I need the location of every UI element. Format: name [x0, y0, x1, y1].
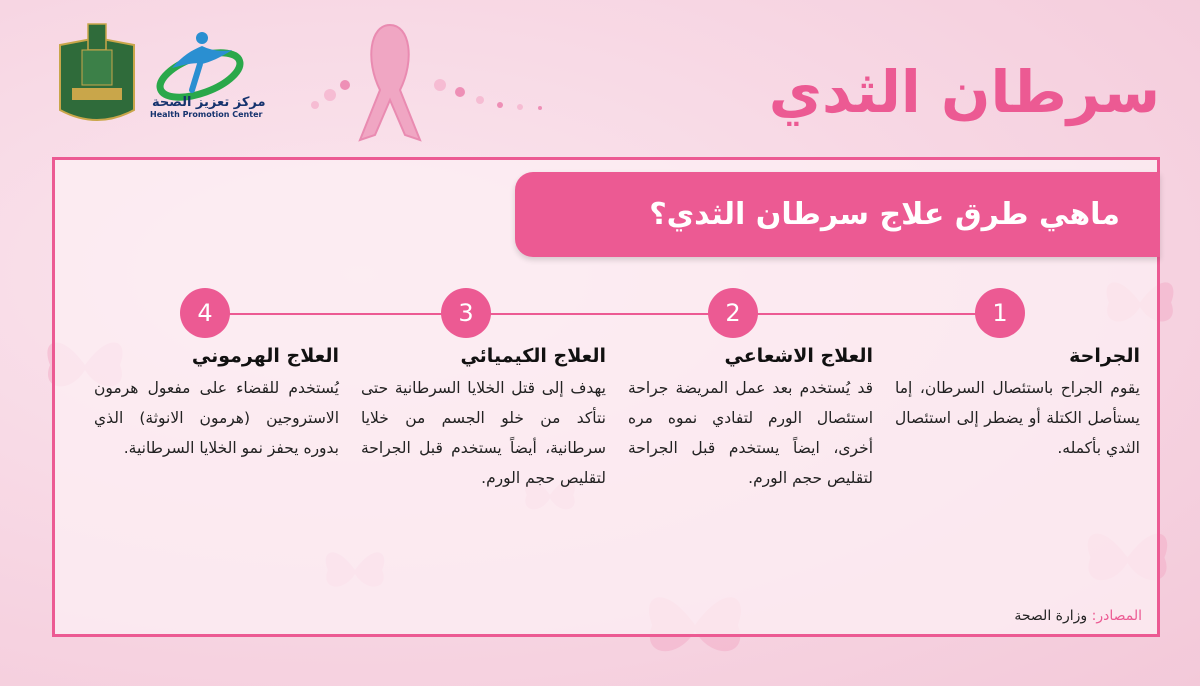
step-number-3: 3 [441, 288, 491, 338]
university-logo [60, 24, 134, 120]
step-column-3 [361, 345, 606, 493]
question-text: ماهي طرق علاج سرطان الثدي؟ [649, 197, 1120, 232]
step-description: يقوم الجراح باستئصال السرطان، إما يستأصل الكتلة أو يضطر إلى استئصال الثدي بأكمله. [895, 379, 1140, 457]
pink-ribbon [290, 10, 590, 150]
step-title: العلاج الهرموني [191, 345, 339, 367]
step-description: قد يُستخدم بعد عمل المريضة جراحة استئصال الورم لتفادي نموه مره أخرى، ايضاً يستخدم قبل الجراحة لتقليص حجم الورم. [628, 379, 873, 487]
step-title: الجراحة [1069, 345, 1140, 367]
step-title: العلاج الكيميائي [460, 345, 606, 367]
step-number-1: 1 [975, 288, 1025, 338]
hpc-arabic-name: مركز تعزيز الصحة [152, 95, 266, 110]
step-description: يُستخدم للقضاء على مفعول هرمون الاستروجين (هرمون الانوثة) الذي بدوره يحفز نمو الخلايا السرطانية. [94, 379, 339, 457]
step-title: العلاج الاشعاعي [724, 345, 873, 367]
sources-label: المصادر: [1091, 608, 1142, 624]
hpc-english-name: Health Promotion Center [150, 110, 263, 119]
sources-value: وزارة الصحة [1014, 608, 1088, 624]
step-description: يهدف إلى قتل الخلايا السرطانية حتى نتأكد من خلو الجسم من خلايا سرطانية، أيضاً يستخدم قبل الجراحة لتقليص حجم الورم. [361, 379, 606, 487]
timeline-line [205, 313, 1000, 315]
question-banner [515, 172, 1160, 257]
step-column-4 [94, 345, 339, 463]
step-column-2 [628, 345, 873, 493]
step-column-1 [895, 345, 1140, 463]
page-title: سرطان الثدي [768, 58, 1160, 126]
sources-note [1014, 608, 1142, 624]
step-number-4: 4 [180, 288, 230, 338]
step-number-2: 2 [708, 288, 758, 338]
